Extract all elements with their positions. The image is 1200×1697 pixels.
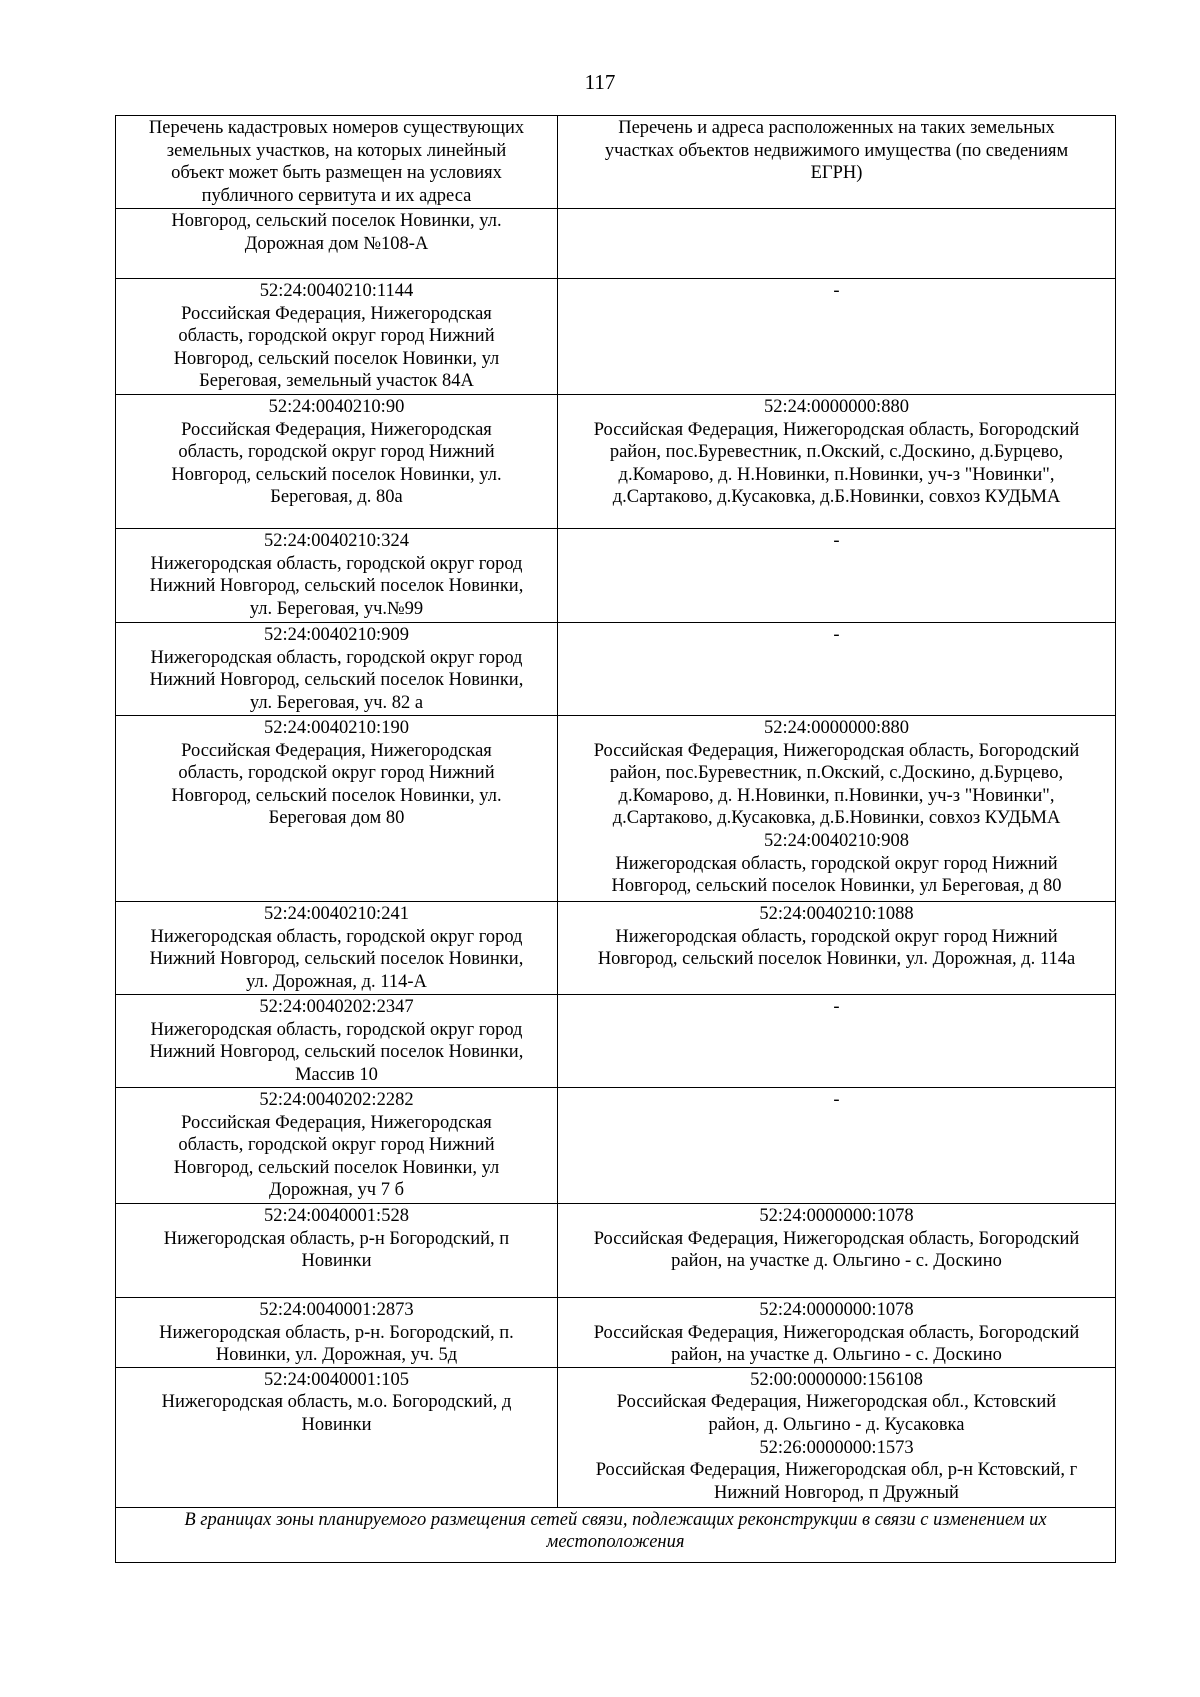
property-text-line: -	[833, 625, 840, 645]
parcel-text-line: Береговая дом 80	[268, 808, 405, 829]
property-cell	[558, 902, 1116, 995]
note-text-line: В границах зоны планируемого размещения сетей связи, подлежащих реконструкции в связи с изменением их	[184, 1509, 1047, 1530]
parcel-text-line: Российская Федерация, Нижегородская	[181, 1112, 492, 1133]
table-row	[116, 395, 1116, 529]
parcel-text-line: Дорожная, уч 7 б	[268, 1180, 405, 1201]
parcel-text-line: 52:24:0040210:190	[264, 718, 409, 738]
table-row	[116, 1298, 1116, 1368]
parcel-cell	[116, 902, 558, 995]
header-col-parcels: Перечень кадастровых номеров существующих земельных участков, на которых линейный объект может быть размещен на условиях публичного сервитута и их адреса	[116, 116, 558, 209]
page-number: 117	[584, 70, 616, 94]
parcel-text-line: Нижний Новгород, сельский поселок Новинки,	[149, 670, 524, 691]
parcel-text-line: 52:24:0040001:105	[264, 1369, 409, 1390]
parcel-text-line: Новгород, сельский поселок Новинки, ул	[173, 348, 500, 369]
property-text-line: Нижегородская область, городской округ город Нижний	[615, 853, 1058, 874]
parcel-text-line: Нижегородская область, городской округ город	[150, 647, 523, 668]
parcel-text-line: ул. Береговая, уч. 82 а	[249, 692, 424, 713]
property-text-line: Нижний Новгород, п Дружный	[714, 1482, 959, 1503]
parcel-text-line: Дорожная дом №108-А	[244, 233, 429, 254]
property-cell	[558, 209, 1116, 279]
parcel-text-line: 52:24:0040210:1144	[259, 281, 414, 301]
table-row	[116, 902, 1116, 995]
property-cell	[558, 395, 1116, 529]
property-cell	[558, 716, 1116, 902]
property-text-line: -	[833, 531, 840, 551]
note-text-line: местоположения	[546, 1532, 685, 1553]
property-text-line: д.Сартаково, д.Кусаковка, д.Б.Новинки, совхоз КУДЬМА	[612, 487, 1061, 508]
parcel-text-line: Нижегородская область, р-н Богородский, п	[163, 1228, 510, 1249]
parcel-text-line: ул. Дорожная, д. 114-А	[246, 971, 427, 992]
parcel-cell	[116, 995, 558, 1088]
property-text-line: 52:24:0000000:1078	[759, 1206, 914, 1226]
property-text-line: д.Сартаково, д.Кусаковка, д.Б.Новинки, совхоз КУДЬМА	[612, 808, 1061, 829]
parcel-text-line: Новинки	[301, 1251, 372, 1272]
property-cell	[558, 1204, 1116, 1298]
property-text-line: 52:24:0000000:880	[764, 397, 909, 417]
parcel-text-line: область, городской округ город Нижний	[178, 1135, 495, 1156]
property-text-line: д.Комарово, д. Н.Новинки, п.Новинки, уч-з "Новинки",	[618, 785, 1055, 806]
property-text-line: д.Комарово, д. Н.Новинки, п.Новинки, уч-з "Новинки",	[618, 464, 1055, 485]
parcel-text-line: Массив 10	[295, 1064, 378, 1085]
table-row	[116, 209, 1116, 279]
parcel-cell	[116, 1298, 558, 1368]
parcel-cell	[116, 1367, 558, 1507]
parcel-text-line: Нижегородская область, городской округ город	[150, 926, 523, 947]
property-text-line: район, на участке д. Ольгино - с. Доскино	[671, 1251, 1002, 1272]
parcel-text-line: Российская Федерация, Нижегородская	[181, 303, 492, 324]
table-row	[116, 1088, 1116, 1204]
parcel-text-line: Нижний Новгород, сельский поселок Новинки,	[149, 1042, 524, 1063]
parcel-text-line: Нижегородская область, городской округ город	[150, 1019, 523, 1040]
table-header-row	[116, 116, 1116, 209]
parcel-text-line: Новгород, сельский поселок Новинки, ул.	[171, 464, 502, 485]
property-text-line: 52:00:0000000:156108	[750, 1369, 923, 1390]
parcel-text-line: 52:24:0040210:90	[268, 397, 405, 417]
table-row	[116, 1204, 1116, 1298]
parcel-cell	[116, 395, 558, 529]
property-text-line: Российская Федерация, Нижегородская область, Богородский	[593, 740, 1080, 761]
table-row	[116, 716, 1116, 902]
property-text-line: Нижегородская область, городской округ город Нижний	[615, 926, 1058, 947]
parcel-text-line: область, городской округ город Нижний	[178, 763, 495, 784]
parcel-cell	[116, 209, 558, 279]
parcel-text-line: область, городской округ город Нижний	[178, 326, 495, 347]
property-text-line: 52:24:0000000:1078	[759, 1300, 914, 1320]
parcel-text-line: область, городской округ город Нижний	[178, 442, 495, 463]
property-text-line: Российская Федерация, Нижегородская обл, р-н Кстовский, г	[595, 1460, 1078, 1481]
parcel-cell	[116, 1204, 558, 1298]
property-text-line: 52:24:0040210:1088	[759, 904, 914, 924]
property-text-line: район, пос.Буревестник, п.Окский, с.Доскино, д.Бурцево,	[609, 442, 1064, 463]
property-text-line: Российская Федерация, Нижегородская область, Богородский	[593, 419, 1080, 440]
parcel-text-line: Российская Федерация, Нижегородская	[181, 419, 492, 440]
parcel-text-line: 52:24:0040202:2282	[259, 1090, 414, 1110]
note-cell	[116, 1507, 1116, 1562]
parcel-text-line: 52:24:0040001:528	[264, 1206, 409, 1226]
parcel-text-line: Нижегородская область, р-н. Богородский, п.	[159, 1322, 514, 1343]
property-text-line: Российская Федерация, Нижегородская обл., Кстовский	[616, 1392, 1057, 1413]
property-text-line: 52:26:0000000:1573	[759, 1437, 914, 1458]
parcel-cell	[116, 1088, 558, 1204]
property-cell	[558, 1367, 1116, 1507]
property-text-line: 52:24:0040210:908	[764, 830, 909, 851]
property-text-line: Новгород, сельский поселок Новинки, ул. Дорожная, д. 114а	[597, 949, 1076, 970]
parcel-text-line: Береговая, земельный участок 84А	[199, 371, 474, 392]
parcel-text-line: 52:24:0040202:2347	[259, 997, 414, 1017]
table-row	[116, 623, 1116, 716]
property-text-line: -	[833, 997, 840, 1017]
property-cell	[558, 529, 1116, 623]
header-col-objects: Перечень и адреса расположенных на таких земельных участках объектов недвижимого имущества (по сведениям ЕГРН)	[558, 116, 1116, 209]
parcel-text-line: Нижегородская область, м.о. Богородский, д	[161, 1392, 512, 1413]
property-cell	[558, 623, 1116, 716]
parcel-cell	[116, 279, 558, 395]
property-cell	[558, 995, 1116, 1088]
property-text-line: Российская Федерация, Нижегородская область, Богородский	[593, 1322, 1080, 1343]
parcel-text-line: 52:24:0040210:909	[264, 625, 409, 645]
parcel-text-line: Новгород, сельский поселок Новинки, ул.	[171, 785, 502, 806]
property-cell	[558, 1298, 1116, 1368]
table-row	[116, 529, 1116, 623]
parcel-text-line: Нижегородская область, городской округ город	[150, 553, 523, 574]
parcel-text-line: Нижний Новгород, сельский поселок Новинки,	[149, 949, 524, 970]
parcel-cell	[116, 529, 558, 623]
property-text-line: -	[833, 281, 840, 301]
parcel-text-line: Нижний Новгород, сельский поселок Новинки,	[149, 576, 524, 597]
parcel-text-line: Новинки, ул. Дорожная, уч. 5д	[215, 1345, 458, 1366]
parcel-cell	[116, 716, 558, 902]
property-text-line: 52:24:0000000:880	[764, 718, 909, 738]
property-text-line: район, д. Ольгино - д. Кусаковка	[708, 1414, 965, 1435]
table-row	[116, 995, 1116, 1088]
parcel-text-line: 52:24:0040001:2873	[259, 1300, 414, 1320]
table-row	[116, 1367, 1116, 1507]
property-text-line: Новгород, сельский поселок Новинки, ул Береговая, д 80	[611, 876, 1062, 897]
property-text-line: -	[833, 1090, 840, 1110]
parcel-text-line: Российская Федерация, Нижегородская	[181, 740, 492, 761]
parcel-text-line: Новинки	[301, 1414, 372, 1435]
parcel-text-line: Новгород, сельский поселок Новинки, ул	[173, 1157, 500, 1178]
property-text-line: район, на участке д. Ольгино - с. Доскино	[671, 1345, 1002, 1366]
table-row	[116, 279, 1116, 395]
parcel-text-line: Новгород, сельский поселок Новинки, ул.	[171, 211, 502, 231]
property-cell	[558, 279, 1116, 395]
property-cell	[558, 1088, 1116, 1204]
note-row	[116, 1507, 1116, 1562]
cadastral-table	[115, 115, 1116, 1563]
parcel-text-line: Береговая, д. 80а	[270, 487, 403, 508]
parcel-text-line: ул. Береговая, уч.№99	[249, 598, 424, 619]
parcel-text-line: 52:24:0040210:324	[264, 531, 409, 551]
parcel-cell	[116, 623, 558, 716]
property-text-line: Российская Федерация, Нижегородская область, Богородский	[593, 1228, 1080, 1249]
parcel-text-line: 52:24:0040210:241	[264, 904, 409, 924]
property-text-line: район, пос.Буревестник, п.Окский, с.Доскино, д.Бурцево,	[609, 763, 1064, 784]
